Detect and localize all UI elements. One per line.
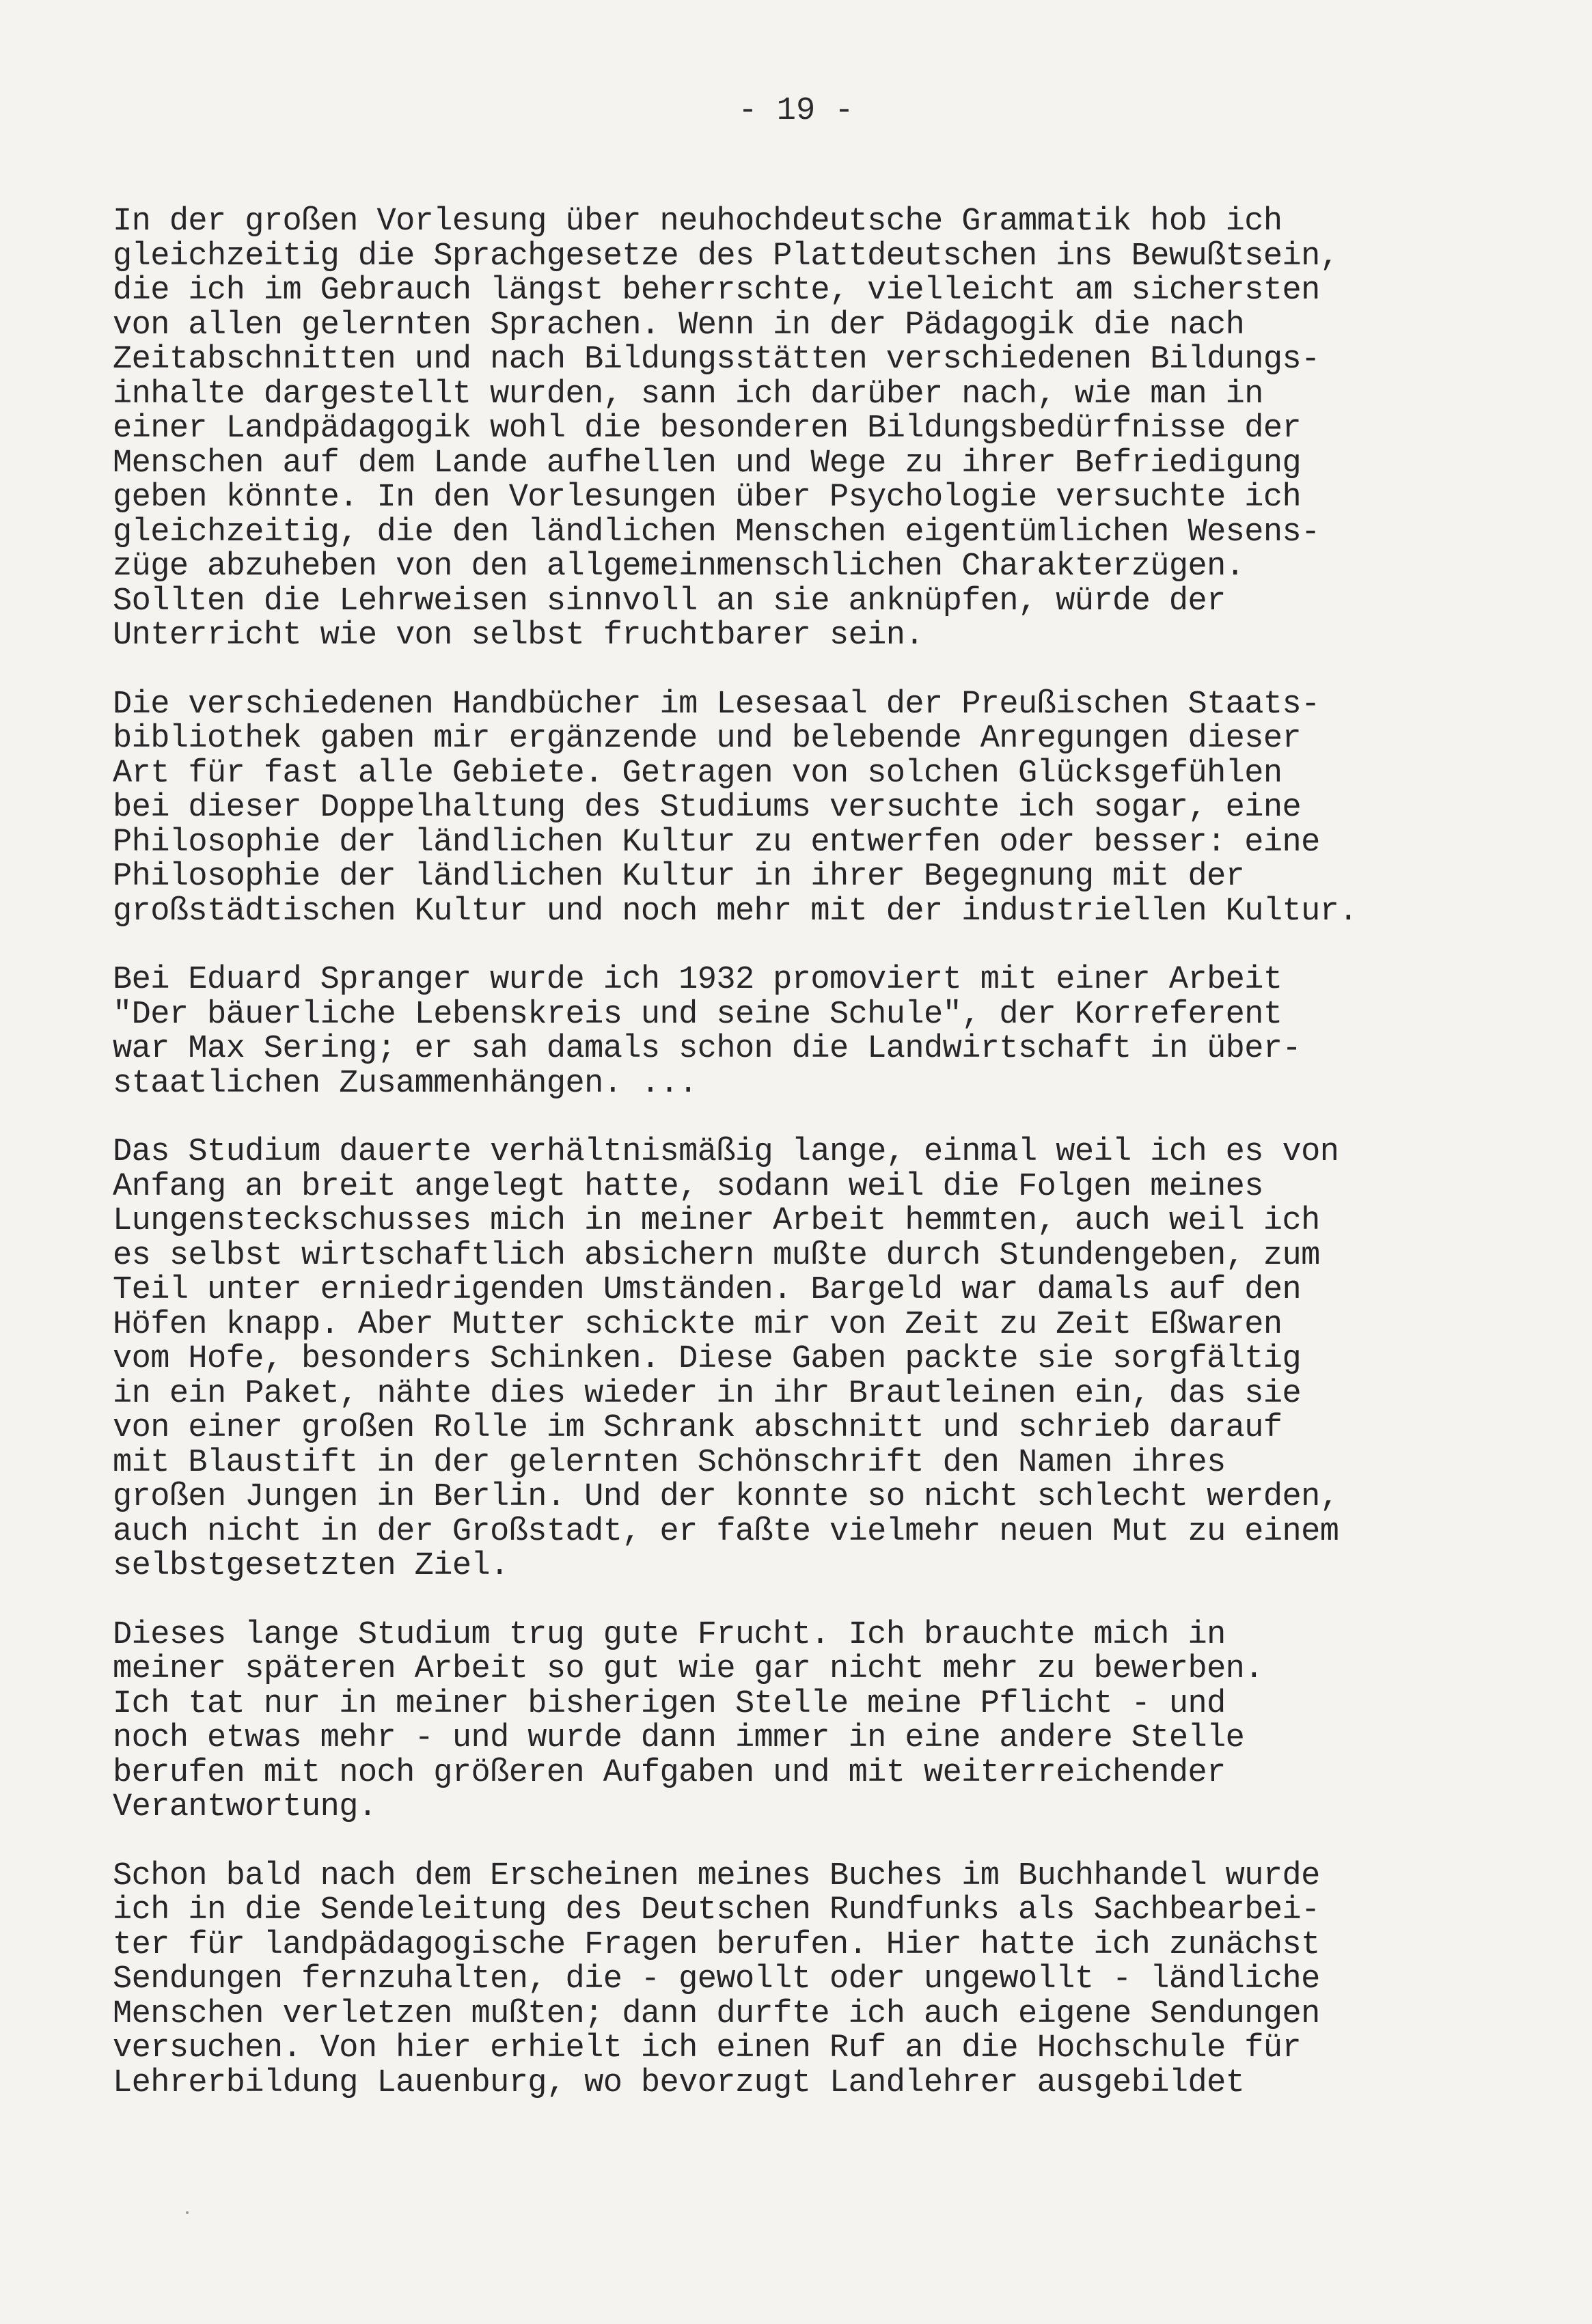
text-line: ter für landpädagogische Fragen berufen. Hier hatte ich zunächst [113,1926,1320,1963]
text-line: ich in die Sendeleitung des Deutschen Rundfunks als Sachbearbei- [113,1892,1320,1928]
paragraph-6 [113,1859,1486,2101]
text-line: berufen mit noch größeren Aufgaben und mit weiterreichender [113,1754,1226,1791]
text-line: Das Studium dauerte verhältnismäßig lange, einmal weil ich es von [113,1134,1339,1170]
text-line: bei dieser Doppelhaltung des Studiums versuchte ich sogar, eine [113,790,1302,826]
text-line: war Max Sering; er sah damals schon die Landwirtschaft in über- [113,1031,1302,1067]
text-line: Verantwortung. [113,1789,377,1825]
text-line: einer Landpädagogik wohl die besonderen Bildungsbedürfnisse der [113,411,1302,447]
text-line: gleichzeitig, die den ländlichen Menschen eigentümlichen Wesens- [113,514,1320,551]
paragraph-4 [113,1135,1486,1584]
text-line: Höfen knapp. Aber Mutter schickte mir von Zeit zu Zeit Eßwaren [113,1306,1282,1343]
text-line: geben könnte. In den Vorlesungen über Psychologie versuchte ich [113,480,1302,516]
text-line: es selbst wirtschaftlich absichern mußte durch Stundengeben, zum [113,1237,1320,1274]
paragraph-3 [113,963,1486,1101]
text-line: Teil unter erniedrigenden Umständen. Bargeld war damals auf den [113,1272,1302,1308]
text-line: Lehrerbildung Lauenburg, wo bevorzugt Landlehrer ausgebildet [113,2064,1245,2101]
text-line: Philosophie der ländlichen Kultur in ihrer Begegnung mit der [113,859,1245,895]
body-text [113,205,1486,2135]
text-line: Sendungen fernzuhalten, die - gewollt oder ungewollt - ländliche [113,1961,1320,1997]
text-line: von einer großen Rolle im Schrank abschnitt und schrieb darauf [113,1410,1282,1446]
text-line: staatlichen Zusammenhängen. ... [113,1065,698,1102]
text-line: Ich tat nur in meiner bisherigen Stelle meine Pflicht - und [113,1685,1226,1722]
text-line: noch etwas mehr - und wurde dann immer in eine andere Stelle [113,1720,1245,1756]
text-line: mit Blaustift in der gelernten Schönschrift den Namen ihres [113,1444,1226,1481]
text-line: die ich im Gebrauch längst beherrschte, vielleicht am sichersten [113,273,1320,309]
text-line: Schon bald nach dem Erscheinen meines Buches im Buchhandel wurde [113,1857,1320,1894]
text-line: "Der bäuerliche Lebenskreis und seine Schule", der Korreferent [113,996,1282,1033]
text-line: großstädtischen Kultur und noch mehr mit der industriellen Kultur. [113,893,1358,930]
text-line: meiner späteren Arbeit so gut wie gar nicht mehr zu bewerben. [113,1651,1263,1687]
page-number: - 19 - [738,93,854,129]
text-line: In der großen Vorlesung über neuhochdeutsche Grammatik hob ich [113,204,1282,240]
text-line: Die verschiedenen Handbücher im Lesesaal der Preußischen Staats- [113,686,1320,723]
paper-speck [186,2211,189,2214]
text-line: Menschen auf dem Lande aufhellen und Wege zu ihrer Befriedigung [113,445,1302,482]
text-line: großen Jungen in Berlin. Und der konnte so nicht schlecht werden, [113,1479,1339,1515]
text-line: Dieses lange Studium trug gute Frucht. Ich brauchte mich in [113,1616,1226,1653]
text-line: Philosophie der ländlichen Kultur zu entwerfen oder besser: eine [113,824,1320,861]
text-line: auch nicht in der Großstadt, er faßte vielmehr neuen Mut zu einem [113,1513,1339,1550]
text-line: in ein Paket, nähte dies wieder in ihr Brautleinen ein, das sie [113,1375,1302,1412]
text-line: Menschen verletzen mußten; dann durfte ich auch eigene Sendungen [113,1995,1320,2032]
text-line: gleichzeitig die Sprachgesetze des Plattdeutschen ins Bewußtsein, [113,238,1339,275]
text-line: vom Hofe, besonders Schinken. Diese Gaben packte sie sorgfältig [113,1341,1302,1377]
text-line: züge abzuheben von den allgemeinmenschlichen Charakterzügen. [113,549,1245,585]
text-line: selbstgesetzten Ziel. [113,1548,509,1584]
text-line: Sollten die Lehrweisen sinnvoll an sie anknüpfen, würde der [113,583,1226,620]
text-line: Anfang an breit angelegt hatte, sodann weil die Folgen meines [113,1168,1263,1205]
text-line: inhalte dargestellt wurden, sann ich darüber nach, wie man in [113,376,1263,413]
text-line: bibliothek gaben mir ergänzende und belebende Anregungen dieser [113,721,1302,757]
text-line: Lungensteckschusses mich in meiner Arbeit hemmten, auch weil ich [113,1203,1320,1239]
paragraph-1 [113,205,1486,654]
text-line: Art für fast alle Gebiete. Getragen von solchen Glücksgefühlen [113,755,1282,792]
text-line: Zeitabschnitten und nach Bildungsstätten verschiedenen Bildungs- [113,342,1320,378]
text-line: von allen gelernten Sprachen. Wenn in der Pädagogik die nach [113,307,1245,344]
paragraph-5 [113,1618,1486,1825]
text-line: Bei Eduard Spranger wurde ich 1932 promoviert mit einer Arbeit [113,962,1282,998]
text-line: Unterricht wie von selbst fruchtbarer sein. [113,618,924,654]
text-line: versuchen. Von hier erhielt ich einen Ruf an die Hochschule für [113,2030,1302,2066]
paragraph-2 [113,688,1486,930]
